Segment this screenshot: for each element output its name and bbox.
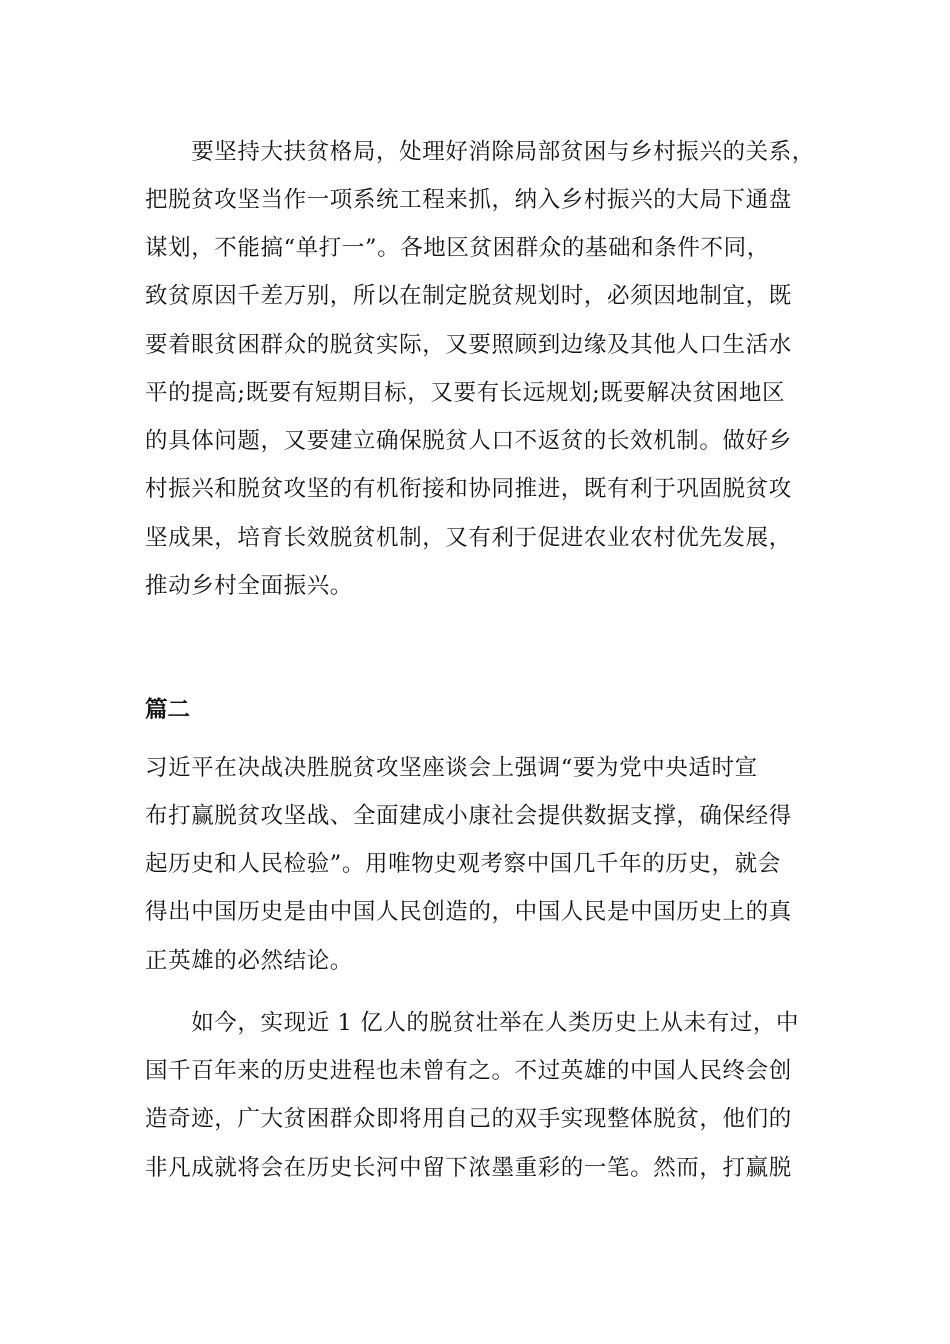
text-line: 坚成果，培育长效脱贫机制，又有利于促进农业农村优先发展， bbox=[145, 525, 792, 551]
text-line: 村振兴和脱贫攻坚的有机衔接和协同推进，既有利于巩固脱贫攻 bbox=[145, 476, 792, 502]
text-line: 非凡成就将会在历史长河中留下浓墨重彩的一笔。然而，打赢脱 bbox=[145, 1155, 792, 1181]
text-line: 得出中国历史是由中国人民创造的，中国人民是中国历史上的真 bbox=[145, 899, 792, 925]
text-line: 推动乡村全面振兴。 bbox=[145, 573, 353, 599]
text-line: 起历史和人民检验”。用唯物史观考察中国几千年的历史，就会 bbox=[145, 851, 781, 877]
text-line: 如今，实现近 1 亿人的脱贫壮举在人类历史上从未有过，中 bbox=[145, 1010, 800, 1036]
text-line: 正英雄的必然结论。 bbox=[145, 948, 353, 974]
text-line: 平的提高;既要有短期目标，又要有长远规划;既要解决贫困地区 bbox=[145, 380, 786, 406]
text-line: 造奇迹，广大贫困群众即将用自己的双手实现整体脱贫，他们的 bbox=[145, 1106, 792, 1132]
text-line: 的具体问题，又要建立确保脱贫人口不返贫的长效机制。做好乡 bbox=[145, 428, 792, 454]
text-line: 要坚持大扶贫格局，处理好消除局部贫困与乡村振兴的关系， bbox=[145, 139, 815, 165]
text-line: 布打赢脱贫攻坚战、全面建成小康社会提供数据支撑，确保经得 bbox=[145, 803, 792, 829]
text-line: 习近平在决战决胜脱贫攻坚座谈会上强调“要为党中央适时宣 bbox=[145, 755, 758, 781]
text-line: 谋划，不能搞“单打一”。各地区贫困群众的基础和条件不同， bbox=[145, 235, 770, 261]
text-line: 国千百年来的历史进程也未曾有之。不过英雄的中国人民终会创 bbox=[145, 1058, 792, 1084]
section-heading: 篇二 bbox=[145, 697, 191, 723]
text-line: 把脱贫攻坚当作一项系统工程来抓，纳入乡村振兴的大局下通盘 bbox=[145, 187, 792, 213]
text-line: 要着眼贫困群众的脱贫实际，又要照顾到边缘及其他人口生活水 bbox=[145, 332, 792, 358]
text-line: 致贫原因千差万别，所以在制定脱贫规划时，必须因地制宜，既 bbox=[145, 283, 792, 309]
